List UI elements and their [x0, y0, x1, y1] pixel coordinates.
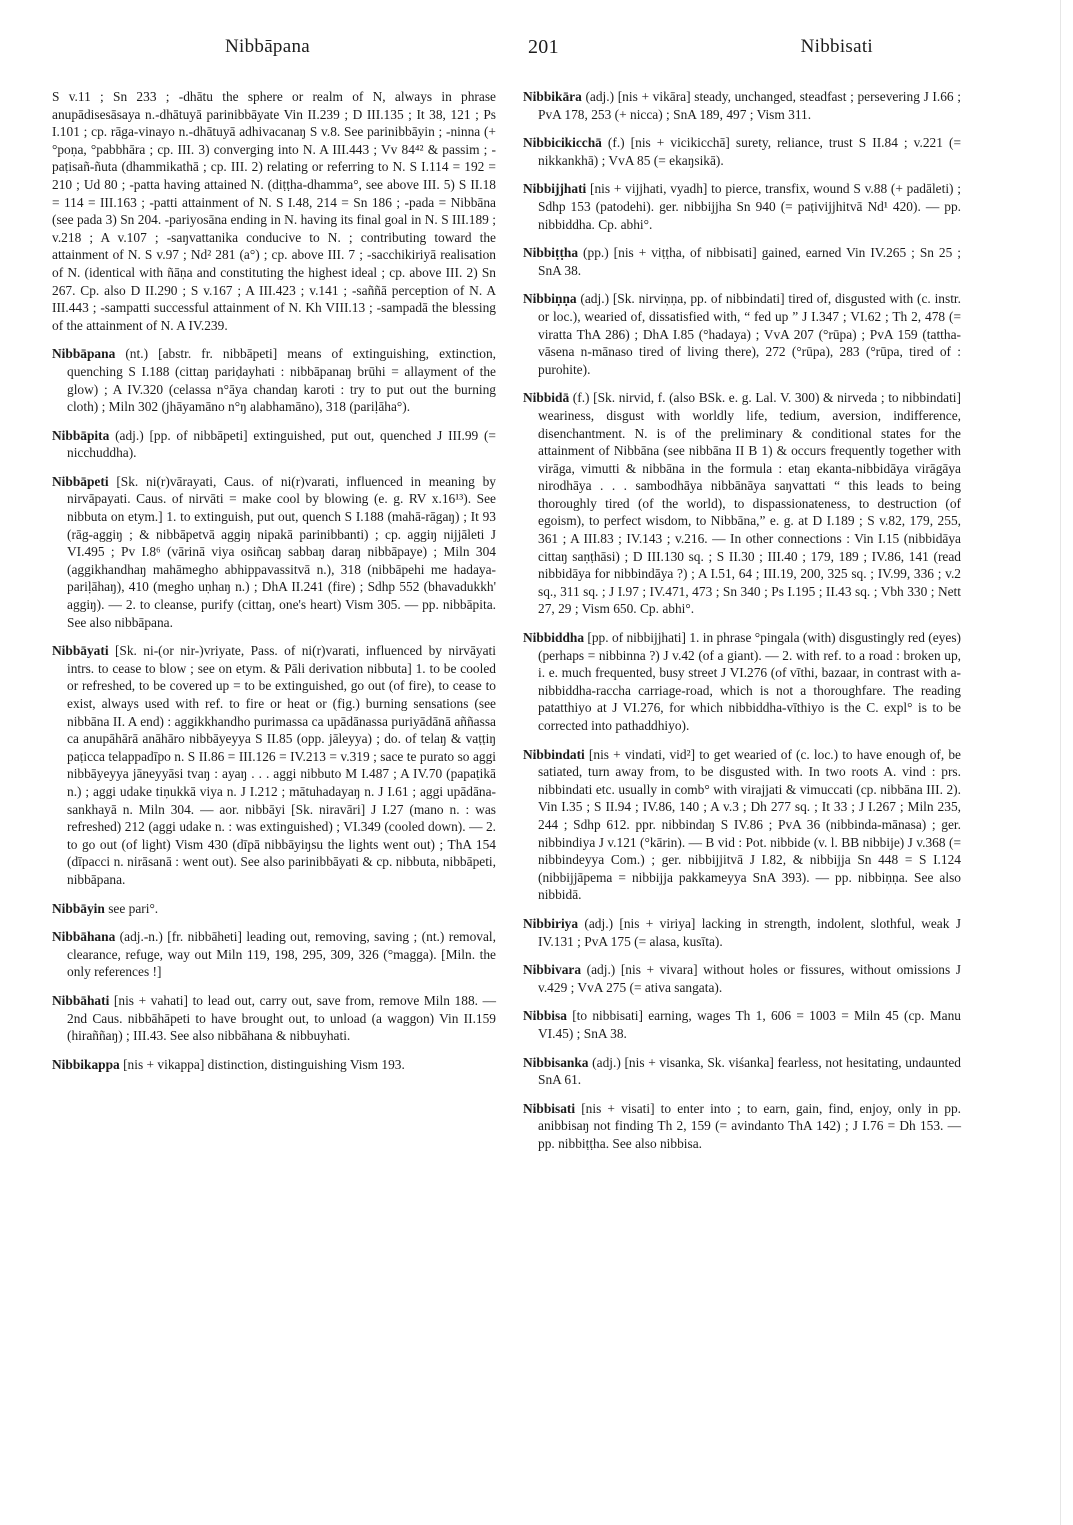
entry-definition: (adj.) [nis + vivara] without holes or fissures, without omissions J v.429 ; VvA 275 (= ativa sangata). [538, 962, 961, 995]
entry-headword: Nibbindati [523, 746, 585, 762]
header-left-guide-word: Nibbāpana [225, 36, 310, 57]
entry-definition: [Sk. ni-(or nir-)vriyate, Pass. of ni(r)varati, influenced by nirvāyati intrs. to cease to blow ; see on etym. & Pāli derivation nibbuta] 1. to be cooled or refreshed, to be covered up = to be extinguished, go out (of fire), to cease to exist, always used with ref. to fire or heat or (fig.) burning sensations (see nibbāna II. A end) : aggikkhandho purimassa ca upādānassa puriyādānā aññassa ca anupāhārā anāhāro nibbāyeyya S II.85 (opp. jāleyya) ; do. of telaŋ & vaṭṭiŋ paṭicca telappadīpo n. S II.86 = III.126 = IV.213 = v.319 ; sace te purato so aggi nibbāyeyya jāneyyāsi tvaŋ : ayaŋ . . . aggi nibbuto M I.487 ; A IV.70 (papaṭikā n.) ; aggi udake tiṇukkā viya n. J I.212 ; mātuhadayaŋ n. J I.61 ; aggi upādāna-sankhayā n. Miln 304. — aor. nibbāyi [Sk. niravāri] J I.27 (mano n. : was refreshed) 212 (aggi udake n. : was extinguished) ; VI.349 (cooled down). — 2. to go out (of light) Vism 430 (dīpā nibbāyiŋsu the lights went out) ; ThA 154 (dīpacci n. nirāsanā : went out). See also parinibbāyati & cp. nibbuta, nibbāpeti, nibbāpana. [67, 643, 496, 887]
header-right-guide-word: Nibbisati [800, 36, 873, 57]
entry-definition: (adj.) [nis + visanka, Sk. viśanka] fearless, not hesitating, undaunted SnA 61. [538, 1054, 961, 1088]
left-column [52, 88, 496, 1084]
entry-headword: Nibbāhana [52, 929, 116, 945]
entry-definition: [Sk. ni(r)vārayati, Caus. of ni(r)varati, influenced in meaning by nirvāpayati. Caus. of nirvāti = make cool by blowing (e. g. RV x.16¹³). See nibbuta on etym.] 1. to extinguish, put out, quench S I.188 (mahā-rāgaŋ) ; It 93 (rāg-aggiŋ ; & nibbāpetvā aggiŋ nipakā parinibbanti) ; cp. aggiŋ nijjāleti J VI.495 ; Pv I.8⁶ (vārinā viya osiñcaŋ sabbaŋ daraŋ nibbāpaye) ; Miln 304 (aggikhandhaŋ mahāmegho abhippavassitvā n.), 318 (nibbāpehi me hadaya-pariḷāhaŋ), 410 (megho uṇhaŋ n.) ; DhA II.241 (fire) ; Sdhp 552 (bhavadukkh' aggiŋ). — 2. to cleanse, purify (cittaŋ, one's heart) Vism 305. — pp. nibbāpita. See also nibbāpana. [67, 473, 496, 630]
dictionary-entry [52, 992, 496, 1045]
page-edge-shadow [1060, 0, 1061, 1525]
dictionary-entry [523, 1007, 961, 1042]
dictionary-entry [523, 629, 961, 735]
entry-definition: (adj.) [nis + vikāra] steady, unchanged, steadfast ; persevering J I.66 ; PvA 178, 253 (+ nicca) ; SnA 189, 497 ; Vism 311. [538, 89, 961, 122]
entry-headword: Nibbikappa [52, 1056, 120, 1072]
entry-headword: Nibbiṭṭha [523, 245, 579, 261]
entry-headword: Nibbāpana [52, 346, 116, 362]
entry-headword: Nibbiṇṇa [523, 291, 577, 307]
entry-definition: (nt.) [abstr. fr. nibbāpeti] means of extinguishing, extinction, quenching S I.188 (cittaŋ pariḍayhati : nibbāpanaŋ brūhi = allayment of the glow) ; A IV.320 (celassa n°āya chandaŋ karoti : try to put out the burning cloth) ; Miln 302 (jhāyamāno n°ŋ alabhamāno), 318 (pariḷāha°). [67, 346, 496, 415]
entry-definition: [nis + vahati] to lead out, carry out, save from, remove Miln 188. — 2nd Caus. nibbāhāpeti to have brought out, to unload (a waggon) Vin II.159 (hiraññaŋ) ; III.43. See also nibbāhana & nibbuyhati. [67, 992, 496, 1044]
dictionary-entry [523, 1100, 961, 1153]
dictionary-entry [523, 389, 961, 618]
entry-definition: (f.) [nis + vicikicchā] surety, reliance, trust S II.84 ; v.221 (= nikkankhā) ; VvA 85 (= ekaŋsikā). [538, 135, 961, 168]
entry-definition: (adj.) [Sk. nirviṇṇa, pp. of nibbindati] tired of, disgusted with (c. instr. or loc.), wearied of, dissatisfied with, “ fed up ” J I.347 ; VI.62 ; Th 2, 478 (= viratta ThA 286) ; DhA I.85 (°hadaya) ; VvA 207 (°rūpa) ; PvA 159 (tattha-vāsena n-mānaso tired of living there), 272 (°rūpa), 283 (°rūpa, tired of : purohite). [538, 291, 961, 377]
entry-definition: S v.11 ; Sn 233 ; -dhātu the sphere or realm of N, always in phrase anupādisesāsaya n.-dhātuyā parinibbāyate Vin II.239 ; D III.135 ; It 38, 121 ; Ps I.101 ; cp. rāga-vinayo n.-dhātuyā adhivacanaŋ S v.8. See parinibbāyin ; -ninna (+ °poṇa, °pabbhāra ; cp. III. 3) converging into N. A III.443 ; Vv 84⁴² & passim ; -paṭisañ-ñuta (dhammikathā ; cp. III. 2) relating or referring to N. S I.114 = 192 = 210 ; Ud 80 ; -patta having attained N. (diṭṭha-dhamma°, see above III. 5) S II.18 = 114 = III.163 ; -patti attainment of N. S I.48, 214 = Sn 186 ; -pada = Nibbāna (see pada 3) Sn 204. -pariyosāna ending in N. having its final goal in N. S III.189 ; v.218 ; A v.107 ; -saŋvattanika conducive to N. ; contributing toward the attainment of N. S v.97 ; Nd² 281 (a°) ; cp. above III. 7 ; -sacchikiriyā realisation of N. (identical with ñāṇa and constituting the highest ideal ; cp. above III. 2) Sn 267. Cp. also D II.290 ; S v.167 ; A III.423 ; v.141 ; -saññā perception of N. A III.443 ; -sampatti successful attainment of N. Kh VIII.13 ; -sampadā the blessing of the attainment of N. A IV.239. [52, 89, 496, 333]
entry-headword: Nibbikāra [523, 89, 582, 104]
entry-headword: Nibbāhati [52, 992, 110, 1008]
dictionary-entry [523, 1054, 961, 1089]
dictionary-entry [52, 427, 496, 462]
entry-definition: (pp.) [nis + viṭṭha, of nibbisati] gained, earned Vin IV.265 ; Sn 25 ; SnA 38. [538, 245, 961, 278]
entry-definition: [nis + vijjhati, vyadh] to pierce, transfix, wound S v.88 (+ padāleti) ; Sdhp 153 (patodehi). ger. nibbijjha Sn 940 (= paṭivijjhitvā Nd¹ 420). — pp. nibbiddha. Cp. abhi°. [538, 181, 961, 232]
entry-headword: Nibbidā [523, 390, 570, 406]
entry-definition: (adj.) [pp. of nibbāpeti] extinguished, put out, quenched J III.99 (= nicchuddha). [67, 427, 496, 461]
entry-headword: Nibbāyin [52, 900, 105, 916]
entry-headword: Nibbiriya [523, 915, 579, 931]
entry-definition: [nis + visati] to enter into ; to earn, gain, find, enjoy, only in pp. anibbisaŋ not finding Th 2, 159 (= avindanto ThA 142) ; J I.76 = Dh 153. — pp. nibbiṭṭha. See also nibbisa. [538, 1100, 961, 1151]
entry-headword: Nibbicikicchā [523, 135, 602, 151]
dictionary-entry [52, 1056, 496, 1074]
entry-headword: Nibbāpeti [52, 473, 109, 489]
entry-headword: Nibbāyati [52, 643, 109, 659]
entry-definition: [nis + vikappa] distinction, distinguishing Vism 193. [119, 1056, 405, 1072]
entry-definition: (f.) [Sk. nirvid, f. (also BSk. e. g. Lal. V. 300) & nirveda ; to nibbindati] weariness, disgust with worldly life, tedium, aversion, indifference, disenchantment. N. is of the preliminary & conditional states for the attainment of Nibbāna (see nibbāna II B 1) & occurs frequently together with virāga, vimutti & nibbāna in the formula : etaŋ ekanta-nibbidāya virāgāya nirodhāya . . . sambodhāya nibbānāya saŋvattati “ this leads to being thoroughly tired (of the world), to dispassionateness, to destruction (of egoism), to perfect wisdom, to Nibbāna,” e. g. at D I.189 ; S v.82, 179, 255, 361 ; A III.83 ; IV.143 ; v.216. — In other connections : Vin I.15 (nibbidāya cittaŋ saṇṭhāsi) ; D III.130 sq. ; S II.30 ; III.40 ; 179, 189 ; IV.86, 141 (read nibbidāya for nibbindāya ?) ; A I.51, 64 ; III.19, 200, 325 sq. ; IV.99, 336 ; v.2 sq., 311 sq. ; J I.97 ; IV.471, 473 ; Sn 340 ; Ps I.195 ; II.43 sq. ; Vbh 330 ; Nett 27, 29 ; Vism 650. Cp. abhi°. [538, 390, 961, 617]
dictionary-entry [52, 900, 496, 918]
dictionary-entry [52, 928, 496, 981]
dictionary-entry [523, 746, 961, 904]
dictionary-entry [523, 290, 961, 378]
dictionary-entry [52, 642, 496, 888]
dictionary-entry [523, 180, 961, 233]
entry-headword: Nibbivara [523, 962, 582, 978]
page-number: 201 [528, 36, 559, 58]
dictionary-entry [52, 473, 496, 631]
entry-headword: Nibbāpita [52, 427, 110, 443]
page-header [40, 36, 1033, 64]
entry-definition: (adj.) [nis + viriya] lacking in strength, indolent, slothful, weak J IV.131 ; PvA 175 (= alasa, kusīta). [538, 915, 961, 949]
entry-headword: Nibbisati [523, 1100, 576, 1116]
entry-definition: [nis + vindati, vid²] to get wearied of (c. loc.) to have enough of, be satiated, turn away from, to be disgusted with. In two roots A. vind : prs. nibbindati etc. usually in comb° with virajjati & vimuccati (cp. nibbāna III. 2). Vin I.35 ; S II.94 ; IV.86, 140 ; A v.3 ; Dh 277 sq. ; It 33 ; J I.267 ; Miln 235, 244 ; Sdhp 612. ppr. nibbindaŋ S IV.86 ; PvA 36 (nibbinda-mānasa) ; ger. nibbindiya J v.121 (°kārin). — B vid : Pot. nibbide (v. l. BB nibbije) J v.368 (= nibbindeyya Com.) ; ger. nibbijjitvā J I.82, & nibbijja Sn 448 = S I.124 (nibbijjāpema = nibbijja pakkameyya SnA 393). — pp. nibbiṇṇa. See also nibbidā. [538, 746, 961, 903]
entry-headword: Nibbisanka [523, 1054, 589, 1070]
right-column [523, 88, 961, 1163]
dictionary-entry [52, 88, 496, 334]
entry-definition: (adj.-n.) [fr. nibbāheti] leading out, removing, saving ; (nt.) removal, clearance, refuge, way out Miln 119, 198, 295, 309, 326 (°magga). [Miln. the only references !] [67, 929, 496, 980]
dictionary-entry [52, 345, 496, 415]
dictionary-entry [523, 88, 961, 123]
entry-definition: see pari°. [104, 900, 159, 916]
entry-headword: Nibbisa [523, 1008, 567, 1024]
dictionary-entry [523, 244, 961, 279]
dictionary-entry [523, 134, 961, 169]
entry-definition: [to nibbisati] earning, wages Th 1, 606 = 1003 = Miln 45 (cp. Manu VI.45) ; SnA 38. [538, 1008, 961, 1041]
entry-headword: Nibbijjhati [523, 181, 587, 197]
entry-definition: [pp. of nibbijjhati] 1. in phrase °pingala (with) disgustingly red (eyes) (perhaps = nibbinna ?) J v.42 (of a giant). — 2. with ref. to a road : broken up, i. e. much frequented, busy street J VI.276 (of vīthi, bazaar, in contrast with a-nibbiddha-raccha carriage-road, which is not a thoroughfare. The reading patatthiyo at J VI.276, for which nibbiddha-vīthiyo is the C. expl° is to be corrected into pathaddhiyo). [538, 630, 961, 733]
entry-headword: Nibbiddha [523, 630, 585, 646]
dictionary-entry [523, 915, 961, 950]
dictionary-entry [523, 961, 961, 996]
